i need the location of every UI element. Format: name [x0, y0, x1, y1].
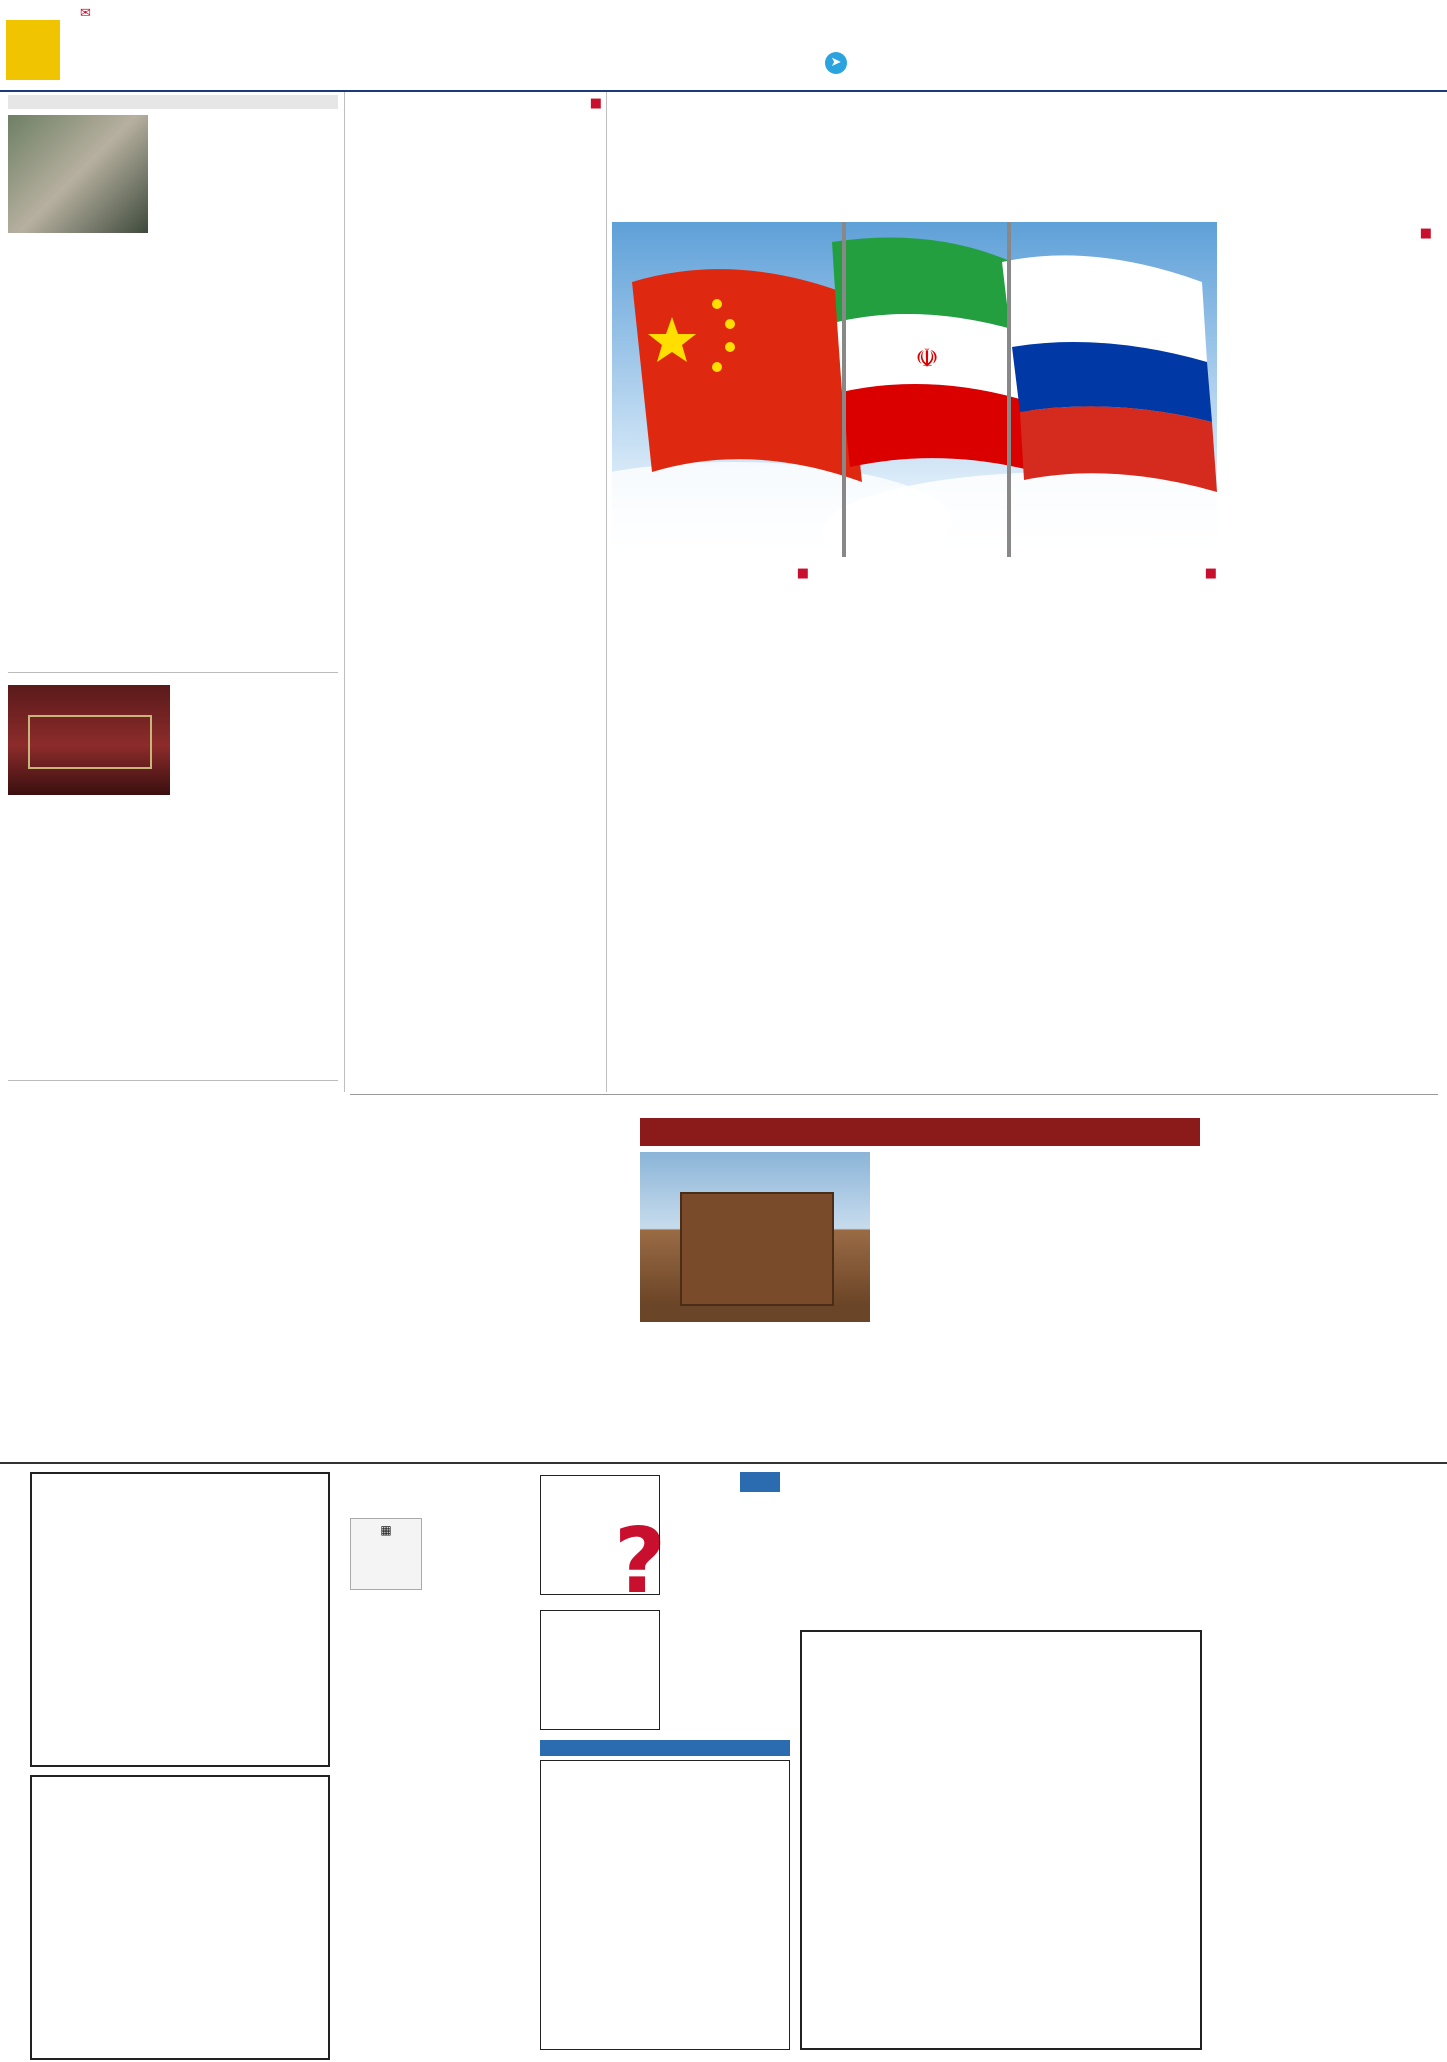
- display-case: [28, 715, 152, 769]
- sudoku-easy-solution-grid: [540, 1610, 660, 1730]
- main-article-col1: [1232, 222, 1432, 245]
- email[interactable]: [80, 6, 91, 21]
- news-article1-top: [8, 115, 338, 235]
- news-column: [8, 95, 338, 1095]
- news-article2: [8, 672, 338, 683]
- main-article-col4: [614, 562, 809, 585]
- report2-title: [640, 1118, 1200, 1146]
- gachbor-photo: [8, 115, 148, 233]
- telegram-block[interactable]: [597, 48, 847, 84]
- issue-badge: [740, 1472, 780, 1492]
- main-article-col2: [1022, 562, 1217, 585]
- svg-text:☫: ☫: [915, 344, 939, 374]
- sudoku-badge-wrap: [340, 1508, 510, 1618]
- crossword-col-numbers: [820, 1608, 1230, 1628]
- sudoku-hard-grid[interactable]: [30, 1775, 330, 2060]
- news-label: [8, 95, 338, 109]
- telegram-icon: ➤: [825, 52, 847, 74]
- rubik-cube-icon: ▦: [350, 1518, 422, 1590]
- question-mark-icon: ?: [613, 1509, 667, 1614]
- report2-top-rule: [350, 1094, 1438, 1095]
- astrolabe-photo: [8, 685, 170, 795]
- news-article2-top: [8, 685, 338, 797]
- column-divider: [606, 92, 607, 1092]
- main-subhead-1: [1232, 226, 1432, 241]
- page-number: [6, 20, 60, 80]
- crossword-row-numbers: [1206, 1628, 1226, 2048]
- email-icon: ✉: [80, 6, 91, 21]
- column-divider: [344, 92, 345, 1092]
- sudoku-easy-grid[interactable]: [30, 1472, 330, 1767]
- page-header: [0, 0, 1447, 92]
- flags-photo: [612, 222, 1217, 557]
- puzzles-top-rule: [0, 1462, 1447, 1464]
- answer-label: [540, 1740, 790, 1756]
- crossword-grid[interactable]: [800, 1630, 1202, 2050]
- flags-illustration: [612, 222, 1217, 557]
- answer-grid: [540, 1760, 790, 2050]
- sudoku-hard-solution-grid: [540, 1475, 660, 1595]
- crossword-header: [1240, 1472, 1435, 1496]
- news-article3-title: [8, 1080, 338, 1087]
- factory-photo: [640, 1152, 870, 1322]
- main-subhead-3: [614, 566, 809, 581]
- main-article-col5: [350, 92, 602, 115]
- news-article3: [8, 1080, 338, 1093]
- sudoku-info: [340, 1472, 510, 1638]
- main-subhead-4: [350, 96, 602, 111]
- crossword-clues: [1238, 1500, 1436, 1506]
- factory-building: [680, 1192, 834, 1306]
- news-article2-title: [8, 672, 338, 679]
- main-subhead-2: [1022, 566, 1217, 581]
- newspaper-logo[interactable]: [1329, 10, 1439, 62]
